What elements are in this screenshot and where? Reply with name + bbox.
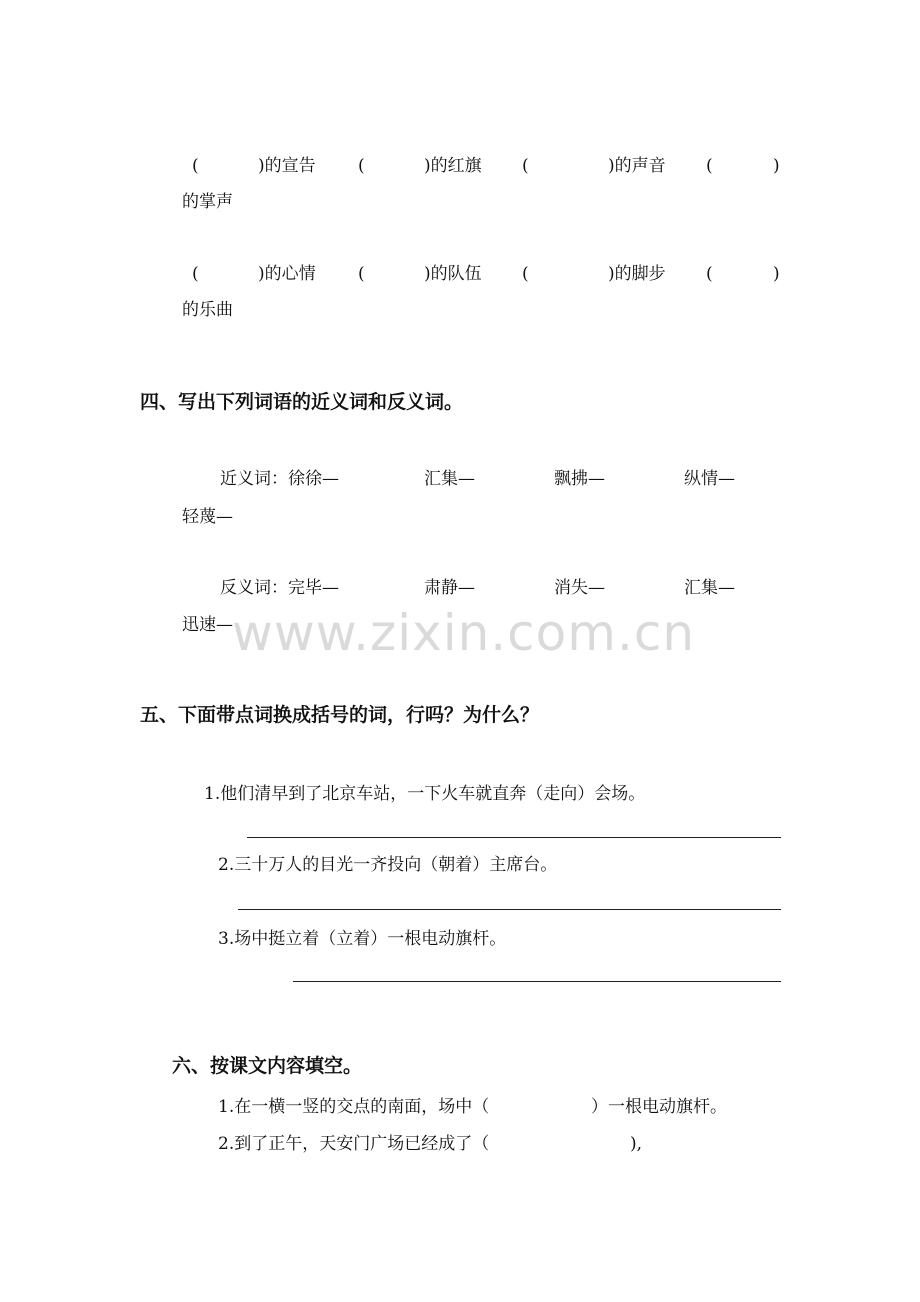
- answer-line: [238, 909, 781, 910]
- antonym-label: 反义词：完毕—: [220, 578, 339, 598]
- paren-open: (: [522, 264, 529, 284]
- question-1: 1.他们清早到了北京车站，一下火车就直奔（走向）会场。: [204, 784, 646, 804]
- question-2: 2.三十万人的目光一齐投向（朝着）主席台。: [218, 855, 558, 875]
- section-5-heading: 五、下面带点词换成括号的词，行吗？为什么？: [140, 704, 540, 726]
- synonym-label: 近义词：徐徐—: [220, 469, 339, 489]
- antonym-item: 肃静—: [424, 578, 475, 598]
- synonym-item: 飘拂—: [554, 469, 605, 489]
- question-3: 3.场中挺立着（立着）一根电动旗杆。: [218, 929, 507, 949]
- synonym-item: 汇集—: [424, 469, 475, 489]
- antonym-item: 迅速—: [182, 615, 233, 635]
- paren-open: (: [706, 156, 713, 176]
- fill-question-2: 2.到了正午，天安门广场已经成了（: [218, 1134, 490, 1154]
- blank-phrase: 的掌声: [182, 192, 233, 212]
- answer-line: [247, 837, 781, 838]
- paren-open: (: [358, 264, 365, 284]
- section-6-heading: 六、按课文内容填空。: [172, 1055, 363, 1077]
- blank-phrase: )的声音: [608, 156, 666, 176]
- answer-line: [293, 981, 781, 982]
- paren-open: (: [358, 156, 365, 176]
- antonym-item: 汇集—: [684, 578, 735, 598]
- synonym-item: 纵情—: [684, 469, 735, 489]
- paren-open: (: [706, 264, 713, 284]
- fill-question-1: 1.在一横一竖的交点的南面，场中（: [218, 1097, 490, 1117]
- antonym-item: 消失—: [554, 578, 605, 598]
- section-4-heading: 四、写出下列词语的近义词和反义词。: [140, 391, 464, 413]
- blank-phrase: 的乐曲: [182, 300, 233, 320]
- watermark: www.zixin.com.cn: [232, 604, 696, 662]
- paren-close: ): [773, 156, 780, 176]
- blank-phrase: )的脚步: [608, 264, 666, 284]
- paren-open: (: [192, 156, 199, 176]
- paren-open: (: [522, 156, 529, 176]
- blank-phrase: )的队伍: [424, 264, 482, 284]
- blank-phrase: )的宣告: [258, 156, 316, 176]
- blank-phrase: )的心情: [258, 264, 316, 284]
- fill-question-1-end: ）一根电动旗杆。: [591, 1097, 727, 1117]
- paren-close: ): [773, 264, 780, 284]
- synonym-item: 轻蔑—: [182, 507, 233, 527]
- paren-open: (: [192, 264, 199, 284]
- fill-question-2-end: ),: [630, 1134, 643, 1154]
- blank-phrase: )的红旗: [424, 156, 482, 176]
